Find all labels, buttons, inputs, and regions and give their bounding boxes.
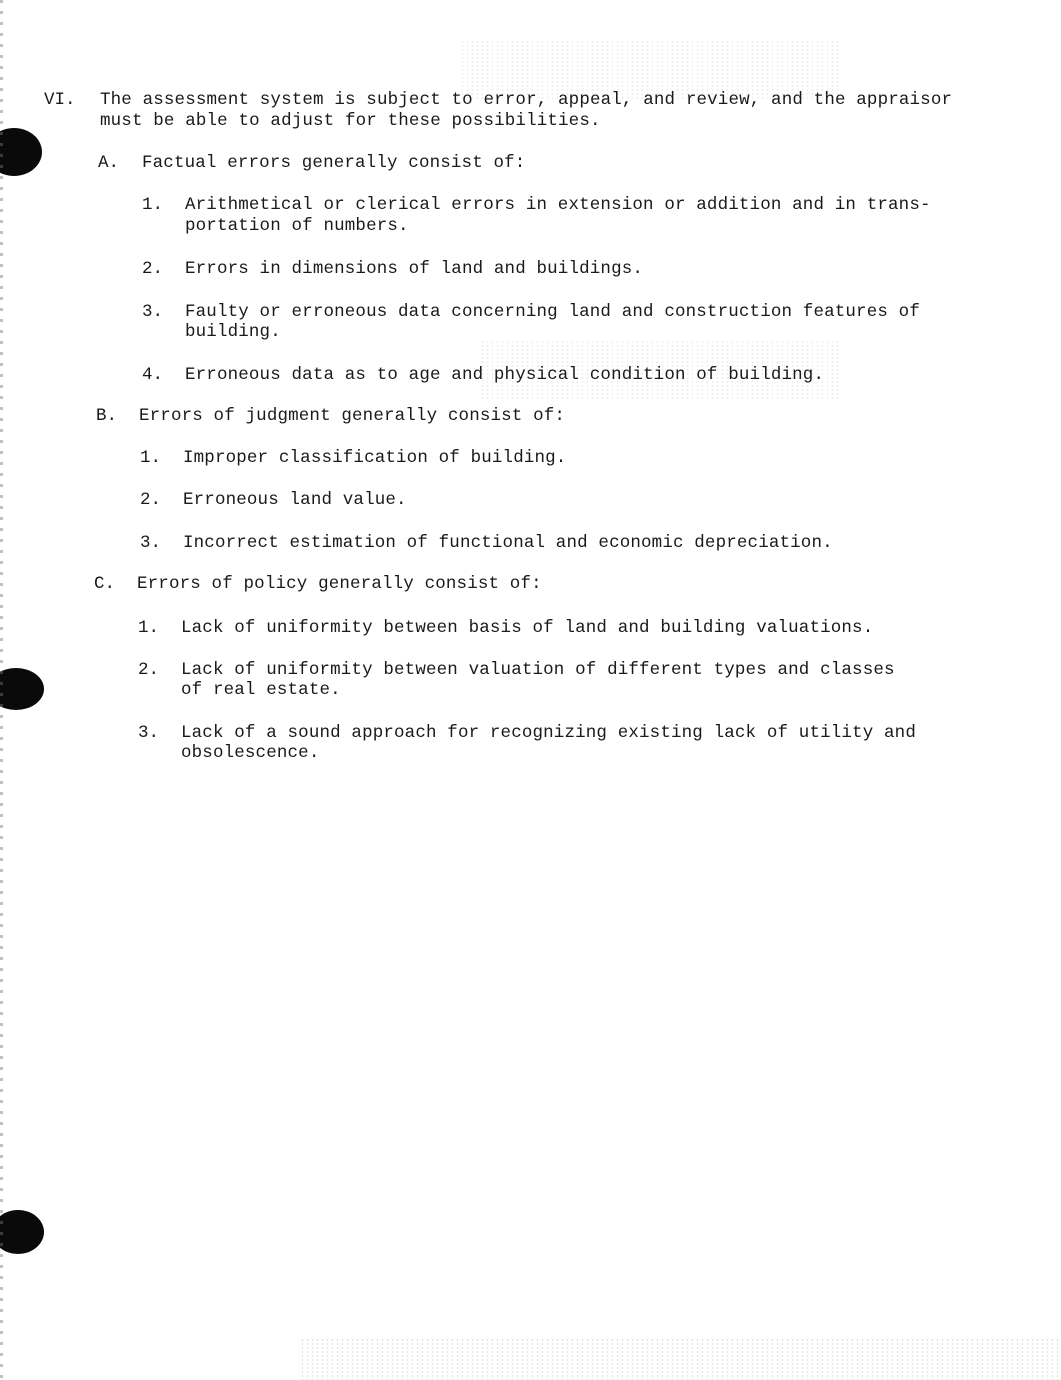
subsection-b-letter: B.: [96, 406, 118, 426]
subsection-c-heading: Errors of policy generally consist of:: [137, 574, 542, 594]
c-item-2-number: 2.: [138, 660, 160, 680]
a-item-3-line-1: Faulty or erroneous data concerning land and construction features of: [185, 302, 920, 322]
c-item-3-line-2: obsolescence.: [181, 743, 320, 763]
b-item-1-number: 1.: [140, 448, 162, 468]
a-item-2-line-1: Errors in dimensions of land and buildings.: [185, 259, 644, 279]
c-item-1-line-1: Lack of uniformity between basis of land and building valuations.: [181, 618, 874, 638]
section-numeral: VI.: [44, 90, 76, 110]
subsection-a-letter: A.: [98, 153, 120, 173]
c-item-3-line-1: Lack of a sound approach for recognizing existing lack of utility and: [181, 723, 916, 743]
c-item-3-number: 3.: [138, 723, 160, 743]
a-item-3-line-2: building.: [185, 322, 281, 342]
b-item-3-line-1: Incorrect estimation of functional and economic depreciation.: [183, 533, 833, 553]
scan-noise-bottom: [300, 1338, 1061, 1380]
section-text-line-2: must be able to adjust for these possibilities.: [100, 111, 601, 131]
c-item-2-line-2: of real estate.: [181, 680, 341, 700]
section-text-line-1: The assessment system is subject to error, appeal, and review, and the appraisor: [100, 90, 953, 110]
b-item-3-number: 3.: [140, 533, 162, 553]
subsection-b-heading: Errors of judgment generally consist of:: [139, 406, 566, 426]
b-item-2-line-1: Erroneous land value.: [183, 490, 407, 510]
a-item-1-line-2: portation of numbers.: [185, 216, 409, 236]
a-item-1-line-1: Arithmetical or clerical errors in extension or addition and in trans-: [185, 195, 931, 215]
b-item-2-number: 2.: [140, 490, 162, 510]
subsection-c-letter: C.: [94, 574, 116, 594]
b-item-1-line-1: Improper classification of building.: [183, 448, 567, 468]
c-item-1-number: 1.: [138, 618, 160, 638]
punch-hole-top: [0, 128, 42, 176]
a-item-1-number: 1.: [142, 195, 164, 215]
a-item-2-number: 2.: [142, 259, 164, 279]
left-edge-noise: [0, 0, 3, 1380]
punch-hole-bottom: [0, 1210, 44, 1254]
subsection-a-heading: Factual errors generally consist of:: [142, 153, 526, 173]
a-item-4-number: 4.: [142, 365, 164, 385]
a-item-4-line-1: Erroneous data as to age and physical condition of building.: [185, 365, 825, 385]
punch-hole-middle: [0, 668, 44, 710]
a-item-3-number: 3.: [142, 302, 164, 322]
c-item-2-line-1: Lack of uniformity between valuation of different types and classes: [181, 660, 895, 680]
